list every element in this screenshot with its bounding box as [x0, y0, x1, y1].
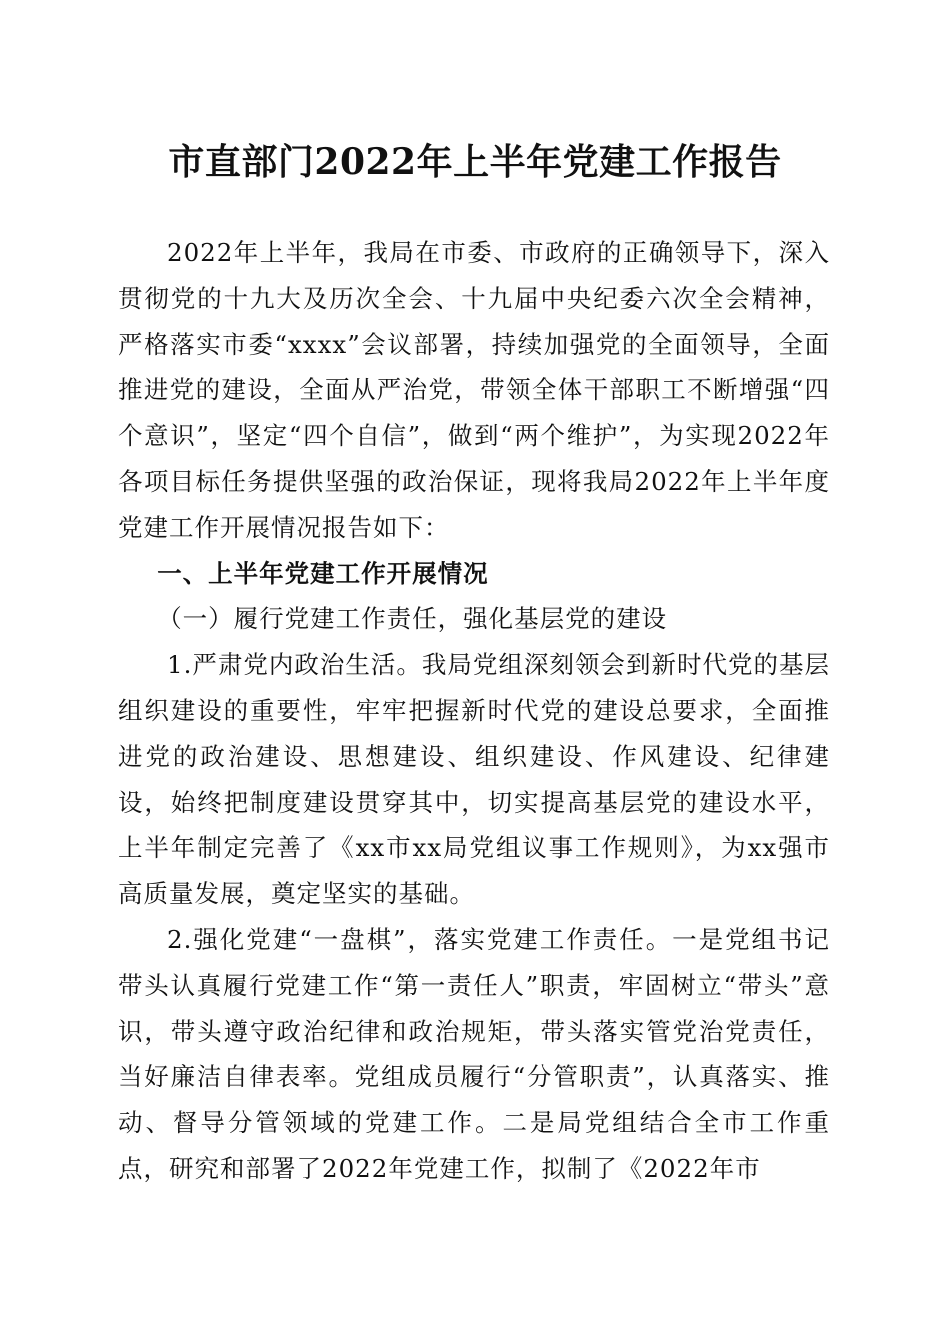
document-body	[118, 230, 830, 1192]
intro-paragraph: 2022年上半年，我局在市委、市政府的正确领导下，深入贯彻党的十九大及历次全会、十九届中央纪委六次全会精神，严格落实市委“xxxx”会议部署，持续加强党的全面领导，全面推进党的建设，全面从严治党，带领全体干部职工不断增强“四个意识”，坚定“四个自信”，做到“两个维护”，为实现2022年各项目标任务提供坚强的政治保证，现将我局2022年上半年度党建工作开展情况报告如下：	[118, 238, 830, 542]
section-heading-1: 一、上半年党建工作开展情况	[157, 558, 489, 588]
item-paragraph-2: 2.强化党建“一盘棋”，落实党建工作责任。一是党组书记带头认真履行党建工作“第一责任人”职责，牢固树立“带头”意识，带头遵守政治纪律和政治规矩，带头落实管党治党责任，当好廉洁自律表率。党组成员履行“分管职责”，认真落实、推动、督导分管领域的党建工作。二是局党组结合全市工作重点，研究和部署了2022年党建工作，拟制了《2022年市	[118, 924, 830, 1183]
item-paragraph-1: 1.严肃党内政治生活。我局党组深刻领会到新时代党的基层组织建设的重要性，牢牢把握新时代党的建设总要求，全面推进党的政治建设、思想建设、组织建设、作风建设、纪律建设，始终把制度建设贯穿其中，切实提高基层党的建设水平，上半年制定完善了《xx市xx局党组议事工作规则》，为xx强市高质量发展，奠定坚实的基础。	[118, 650, 830, 909]
document-title: 市直部门2022年上半年党建工作报告	[168, 141, 782, 183]
subsection-heading-1: （一）履行党建工作责任，强化基层党的建设	[157, 604, 668, 634]
